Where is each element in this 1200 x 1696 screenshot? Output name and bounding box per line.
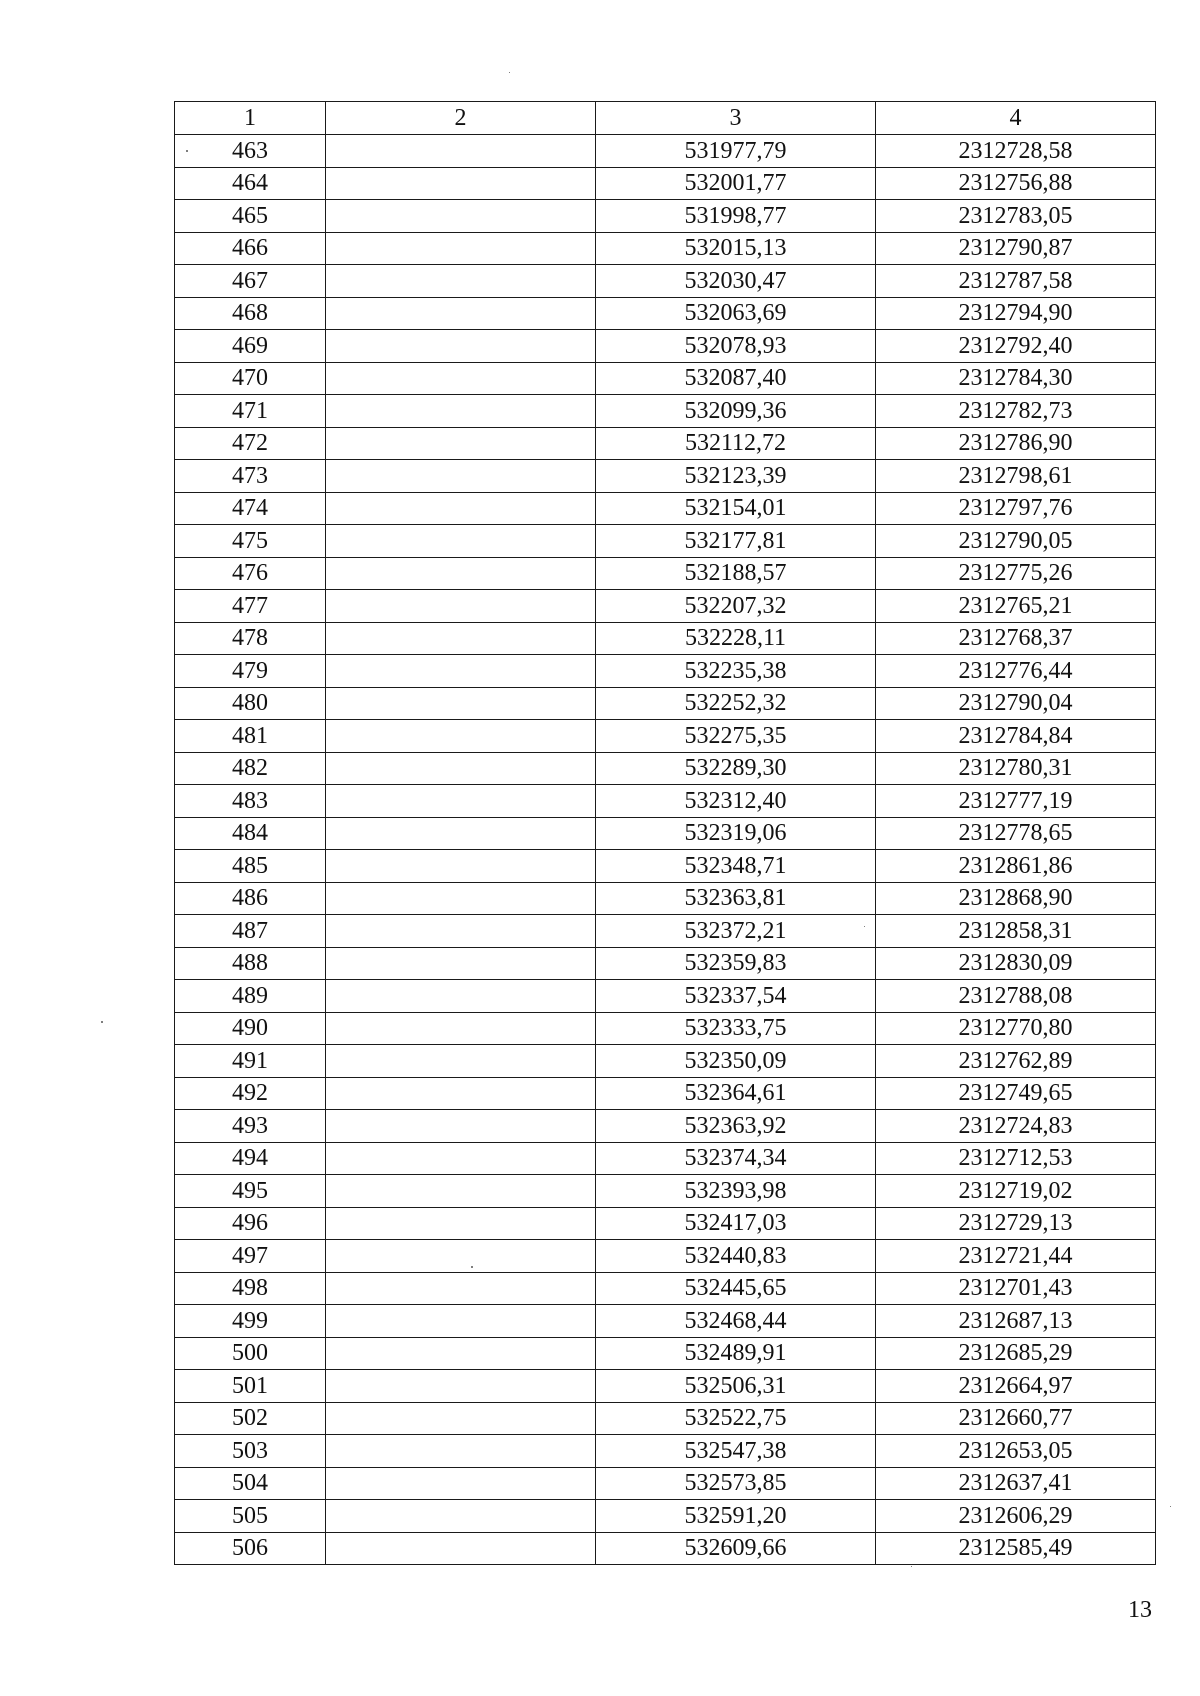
x-coordinate-cell: 532235,38 bbox=[596, 655, 876, 688]
point-number-cell: 463 bbox=[175, 135, 326, 168]
point-number-cell: 505 bbox=[175, 1500, 326, 1533]
table-row bbox=[175, 1532, 1156, 1565]
empty-cell bbox=[326, 882, 596, 915]
empty-cell bbox=[326, 622, 596, 655]
x-coordinate-cell: 532337,54 bbox=[596, 980, 876, 1013]
y-coordinate-cell: 2312797,76 bbox=[876, 492, 1156, 525]
scan-speck bbox=[1170, 1506, 1171, 1507]
y-coordinate-cell: 2312778,65 bbox=[876, 817, 1156, 850]
point-number-cell: 466 bbox=[175, 232, 326, 265]
empty-cell bbox=[326, 362, 596, 395]
table-row bbox=[175, 427, 1156, 460]
x-coordinate-cell: 532573,85 bbox=[596, 1467, 876, 1500]
x-coordinate-cell: 532489,91 bbox=[596, 1337, 876, 1370]
point-number-cell: 471 bbox=[175, 395, 326, 428]
column-header-2: 2 bbox=[326, 102, 596, 135]
point-number-cell: 494 bbox=[175, 1142, 326, 1175]
empty-cell bbox=[326, 232, 596, 265]
y-coordinate-cell: 2312729,13 bbox=[876, 1207, 1156, 1240]
x-coordinate-cell: 532333,75 bbox=[596, 1012, 876, 1045]
table-row bbox=[175, 1272, 1156, 1305]
x-coordinate-cell: 532359,83 bbox=[596, 947, 876, 980]
column-header-1: 1 bbox=[175, 102, 326, 135]
table-row bbox=[175, 492, 1156, 525]
x-coordinate-cell: 532063,69 bbox=[596, 297, 876, 330]
scan-speck bbox=[911, 1566, 912, 1567]
table-row bbox=[175, 720, 1156, 753]
y-coordinate-cell: 2312861,86 bbox=[876, 850, 1156, 883]
y-coordinate-cell: 2312664,97 bbox=[876, 1370, 1156, 1403]
y-coordinate-cell: 2312606,29 bbox=[876, 1500, 1156, 1533]
point-number-cell: 496 bbox=[175, 1207, 326, 1240]
table-row bbox=[175, 395, 1156, 428]
y-coordinate-cell: 2312786,90 bbox=[876, 427, 1156, 460]
coordinates-table bbox=[174, 101, 1156, 1565]
point-number-cell: 481 bbox=[175, 720, 326, 753]
y-coordinate-cell: 2312794,90 bbox=[876, 297, 1156, 330]
x-coordinate-cell: 532099,36 bbox=[596, 395, 876, 428]
x-coordinate-cell: 532001,77 bbox=[596, 167, 876, 200]
empty-cell bbox=[326, 752, 596, 785]
empty-cell bbox=[326, 1045, 596, 1078]
table-row bbox=[175, 850, 1156, 883]
y-coordinate-cell: 2312728,58 bbox=[876, 135, 1156, 168]
empty-cell bbox=[326, 1370, 596, 1403]
y-coordinate-cell: 2312762,89 bbox=[876, 1045, 1156, 1078]
x-coordinate-cell: 532112,72 bbox=[596, 427, 876, 460]
y-coordinate-cell: 2312724,83 bbox=[876, 1110, 1156, 1143]
x-coordinate-cell: 532228,11 bbox=[596, 622, 876, 655]
x-coordinate-cell: 532078,93 bbox=[596, 330, 876, 363]
x-coordinate-cell: 532445,65 bbox=[596, 1272, 876, 1305]
point-number-cell: 464 bbox=[175, 167, 326, 200]
table-row bbox=[175, 882, 1156, 915]
point-number-cell: 480 bbox=[175, 687, 326, 720]
point-number-cell: 487 bbox=[175, 915, 326, 948]
point-number-cell: 504 bbox=[175, 1467, 326, 1500]
empty-cell bbox=[326, 687, 596, 720]
point-number-cell: 474 bbox=[175, 492, 326, 525]
x-coordinate-cell: 532207,32 bbox=[596, 590, 876, 623]
x-coordinate-cell: 532591,20 bbox=[596, 1500, 876, 1533]
point-number-cell: 495 bbox=[175, 1175, 326, 1208]
y-coordinate-cell: 2312775,26 bbox=[876, 557, 1156, 590]
x-coordinate-cell: 531977,79 bbox=[596, 135, 876, 168]
empty-cell bbox=[326, 525, 596, 558]
empty-cell bbox=[326, 590, 596, 623]
empty-cell bbox=[326, 1337, 596, 1370]
x-coordinate-cell: 532350,09 bbox=[596, 1045, 876, 1078]
empty-cell bbox=[326, 265, 596, 298]
y-coordinate-cell: 2312780,31 bbox=[876, 752, 1156, 785]
empty-cell bbox=[326, 1467, 596, 1500]
empty-cell bbox=[326, 1240, 596, 1273]
x-coordinate-cell: 532087,40 bbox=[596, 362, 876, 395]
table-row bbox=[175, 1500, 1156, 1533]
point-number-cell: 468 bbox=[175, 297, 326, 330]
y-coordinate-cell: 2312637,41 bbox=[876, 1467, 1156, 1500]
y-coordinate-cell: 2312685,29 bbox=[876, 1337, 1156, 1370]
empty-cell bbox=[326, 135, 596, 168]
point-number-cell: 493 bbox=[175, 1110, 326, 1143]
x-coordinate-cell: 532123,39 bbox=[596, 460, 876, 493]
point-number-cell: 503 bbox=[175, 1435, 326, 1468]
x-coordinate-cell: 532363,81 bbox=[596, 882, 876, 915]
table-row bbox=[175, 590, 1156, 623]
table-row bbox=[175, 752, 1156, 785]
point-number-cell: 484 bbox=[175, 817, 326, 850]
empty-cell bbox=[326, 492, 596, 525]
empty-cell bbox=[326, 1435, 596, 1468]
table-row bbox=[175, 1175, 1156, 1208]
table-row bbox=[175, 622, 1156, 655]
table-row bbox=[175, 687, 1156, 720]
point-number-cell: 506 bbox=[175, 1532, 326, 1565]
point-number-cell: 476 bbox=[175, 557, 326, 590]
y-coordinate-cell: 2312783,05 bbox=[876, 200, 1156, 233]
x-coordinate-cell: 532319,06 bbox=[596, 817, 876, 850]
table-row bbox=[175, 1077, 1156, 1110]
empty-cell bbox=[326, 427, 596, 460]
scan-speck bbox=[186, 150, 188, 152]
y-coordinate-cell: 2312790,05 bbox=[876, 525, 1156, 558]
scan-speck bbox=[471, 1266, 473, 1268]
scan-speck bbox=[509, 72, 510, 73]
table-row bbox=[175, 1370, 1156, 1403]
page-number: 13 bbox=[1128, 1597, 1152, 1623]
empty-cell bbox=[326, 1012, 596, 1045]
point-number-cell: 502 bbox=[175, 1402, 326, 1435]
empty-cell bbox=[326, 980, 596, 1013]
y-coordinate-cell: 2312749,65 bbox=[876, 1077, 1156, 1110]
x-coordinate-cell: 532348,71 bbox=[596, 850, 876, 883]
y-coordinate-cell: 2312777,19 bbox=[876, 785, 1156, 818]
table-row bbox=[175, 1142, 1156, 1175]
table-row bbox=[175, 1305, 1156, 1338]
y-coordinate-cell: 2312687,13 bbox=[876, 1305, 1156, 1338]
table-row bbox=[175, 1467, 1156, 1500]
column-header-3: 3 bbox=[596, 102, 876, 135]
empty-cell bbox=[326, 1207, 596, 1240]
x-coordinate-cell: 532506,31 bbox=[596, 1370, 876, 1403]
table-header bbox=[175, 102, 1156, 135]
y-coordinate-cell: 2312756,88 bbox=[876, 167, 1156, 200]
y-coordinate-cell: 2312787,58 bbox=[876, 265, 1156, 298]
x-coordinate-cell: 532252,32 bbox=[596, 687, 876, 720]
point-number-cell: 485 bbox=[175, 850, 326, 883]
empty-cell bbox=[326, 557, 596, 590]
x-coordinate-cell: 532374,34 bbox=[596, 1142, 876, 1175]
x-coordinate-cell: 532364,61 bbox=[596, 1077, 876, 1110]
empty-cell bbox=[326, 1532, 596, 1565]
table-row bbox=[175, 1207, 1156, 1240]
table-row bbox=[175, 265, 1156, 298]
table-row bbox=[175, 785, 1156, 818]
table-row bbox=[175, 297, 1156, 330]
x-coordinate-cell: 532015,13 bbox=[596, 232, 876, 265]
point-number-cell: 470 bbox=[175, 362, 326, 395]
y-coordinate-cell: 2312719,02 bbox=[876, 1175, 1156, 1208]
point-number-cell: 483 bbox=[175, 785, 326, 818]
x-coordinate-cell: 532363,92 bbox=[596, 1110, 876, 1143]
y-coordinate-cell: 2312798,61 bbox=[876, 460, 1156, 493]
point-number-cell: 465 bbox=[175, 200, 326, 233]
column-header-4: 4 bbox=[876, 102, 1156, 135]
x-coordinate-cell: 532154,01 bbox=[596, 492, 876, 525]
x-coordinate-cell: 532289,30 bbox=[596, 752, 876, 785]
x-coordinate-cell: 532030,47 bbox=[596, 265, 876, 298]
empty-cell bbox=[326, 850, 596, 883]
scan-speck bbox=[101, 1021, 103, 1023]
x-coordinate-cell: 531998,77 bbox=[596, 200, 876, 233]
empty-cell bbox=[326, 947, 596, 980]
x-coordinate-cell: 532275,35 bbox=[596, 720, 876, 753]
table-body bbox=[175, 135, 1156, 1565]
table-row bbox=[175, 557, 1156, 590]
empty-cell bbox=[326, 395, 596, 428]
table-row bbox=[175, 525, 1156, 558]
empty-cell bbox=[326, 1175, 596, 1208]
table-row bbox=[175, 655, 1156, 688]
point-number-cell: 477 bbox=[175, 590, 326, 623]
point-number-cell: 501 bbox=[175, 1370, 326, 1403]
table-row bbox=[175, 362, 1156, 395]
empty-cell bbox=[326, 655, 596, 688]
point-number-cell: 486 bbox=[175, 882, 326, 915]
point-number-cell: 497 bbox=[175, 1240, 326, 1273]
empty-cell bbox=[326, 1500, 596, 1533]
y-coordinate-cell: 2312788,08 bbox=[876, 980, 1156, 1013]
y-coordinate-cell: 2312712,53 bbox=[876, 1142, 1156, 1175]
point-number-cell: 500 bbox=[175, 1337, 326, 1370]
y-coordinate-cell: 2312776,44 bbox=[876, 655, 1156, 688]
y-coordinate-cell: 2312585,49 bbox=[876, 1532, 1156, 1565]
y-coordinate-cell: 2312770,80 bbox=[876, 1012, 1156, 1045]
y-coordinate-cell: 2312660,77 bbox=[876, 1402, 1156, 1435]
table-row bbox=[175, 167, 1156, 200]
point-number-cell: 473 bbox=[175, 460, 326, 493]
empty-cell bbox=[326, 297, 596, 330]
y-coordinate-cell: 2312784,30 bbox=[876, 362, 1156, 395]
empty-cell bbox=[326, 915, 596, 948]
table-row bbox=[175, 1045, 1156, 1078]
x-coordinate-cell: 532468,44 bbox=[596, 1305, 876, 1338]
point-number-cell: 478 bbox=[175, 622, 326, 655]
point-number-cell: 491 bbox=[175, 1045, 326, 1078]
point-number-cell: 479 bbox=[175, 655, 326, 688]
empty-cell bbox=[326, 720, 596, 753]
table-row bbox=[175, 200, 1156, 233]
point-number-cell: 467 bbox=[175, 265, 326, 298]
y-coordinate-cell: 2312765,21 bbox=[876, 590, 1156, 623]
x-coordinate-cell: 532417,03 bbox=[596, 1207, 876, 1240]
table-row bbox=[175, 1337, 1156, 1370]
empty-cell bbox=[326, 1402, 596, 1435]
empty-cell bbox=[326, 330, 596, 363]
y-coordinate-cell: 2312868,90 bbox=[876, 882, 1156, 915]
point-number-cell: 482 bbox=[175, 752, 326, 785]
y-coordinate-cell: 2312701,43 bbox=[876, 1272, 1156, 1305]
empty-cell bbox=[326, 1077, 596, 1110]
point-number-cell: 492 bbox=[175, 1077, 326, 1110]
table-row bbox=[175, 330, 1156, 363]
y-coordinate-cell: 2312653,05 bbox=[876, 1435, 1156, 1468]
empty-cell bbox=[326, 1305, 596, 1338]
table-row bbox=[175, 135, 1156, 168]
point-number-cell: 490 bbox=[175, 1012, 326, 1045]
x-coordinate-cell: 532522,75 bbox=[596, 1402, 876, 1435]
y-coordinate-cell: 2312721,44 bbox=[876, 1240, 1156, 1273]
point-number-cell: 469 bbox=[175, 330, 326, 363]
y-coordinate-cell: 2312792,40 bbox=[876, 330, 1156, 363]
table-row bbox=[175, 460, 1156, 493]
empty-cell bbox=[326, 817, 596, 850]
y-coordinate-cell: 2312858,31 bbox=[876, 915, 1156, 948]
table-row bbox=[175, 1435, 1156, 1468]
table-row bbox=[175, 947, 1156, 980]
empty-cell bbox=[326, 1142, 596, 1175]
point-number-cell: 499 bbox=[175, 1305, 326, 1338]
y-coordinate-cell: 2312784,84 bbox=[876, 720, 1156, 753]
table-row bbox=[175, 1402, 1156, 1435]
point-number-cell: 489 bbox=[175, 980, 326, 1013]
empty-cell bbox=[326, 167, 596, 200]
header-row bbox=[175, 102, 1156, 135]
point-number-cell: 498 bbox=[175, 1272, 326, 1305]
empty-cell bbox=[326, 1110, 596, 1143]
table-row bbox=[175, 1012, 1156, 1045]
y-coordinate-cell: 2312768,37 bbox=[876, 622, 1156, 655]
y-coordinate-cell: 2312782,73 bbox=[876, 395, 1156, 428]
empty-cell bbox=[326, 1272, 596, 1305]
x-coordinate-cell: 532372,21 bbox=[596, 915, 876, 948]
x-coordinate-cell: 532609,66 bbox=[596, 1532, 876, 1565]
point-number-cell: 488 bbox=[175, 947, 326, 980]
x-coordinate-cell: 532177,81 bbox=[596, 525, 876, 558]
table-row bbox=[175, 232, 1156, 265]
y-coordinate-cell: 2312830,09 bbox=[876, 947, 1156, 980]
x-coordinate-cell: 532312,40 bbox=[596, 785, 876, 818]
x-coordinate-cell: 532393,98 bbox=[596, 1175, 876, 1208]
y-coordinate-cell: 2312790,04 bbox=[876, 687, 1156, 720]
x-coordinate-cell: 532440,83 bbox=[596, 1240, 876, 1273]
table-row bbox=[175, 1110, 1156, 1143]
table-row bbox=[175, 980, 1156, 1013]
empty-cell bbox=[326, 785, 596, 818]
point-number-cell: 472 bbox=[175, 427, 326, 460]
empty-cell bbox=[326, 200, 596, 233]
x-coordinate-cell: 532547,38 bbox=[596, 1435, 876, 1468]
scan-speck bbox=[864, 926, 865, 927]
y-coordinate-cell: 2312790,87 bbox=[876, 232, 1156, 265]
table-row bbox=[175, 915, 1156, 948]
x-coordinate-cell: 532188,57 bbox=[596, 557, 876, 590]
table-row bbox=[175, 817, 1156, 850]
point-number-cell: 475 bbox=[175, 525, 326, 558]
empty-cell bbox=[326, 460, 596, 493]
table-row bbox=[175, 1240, 1156, 1273]
